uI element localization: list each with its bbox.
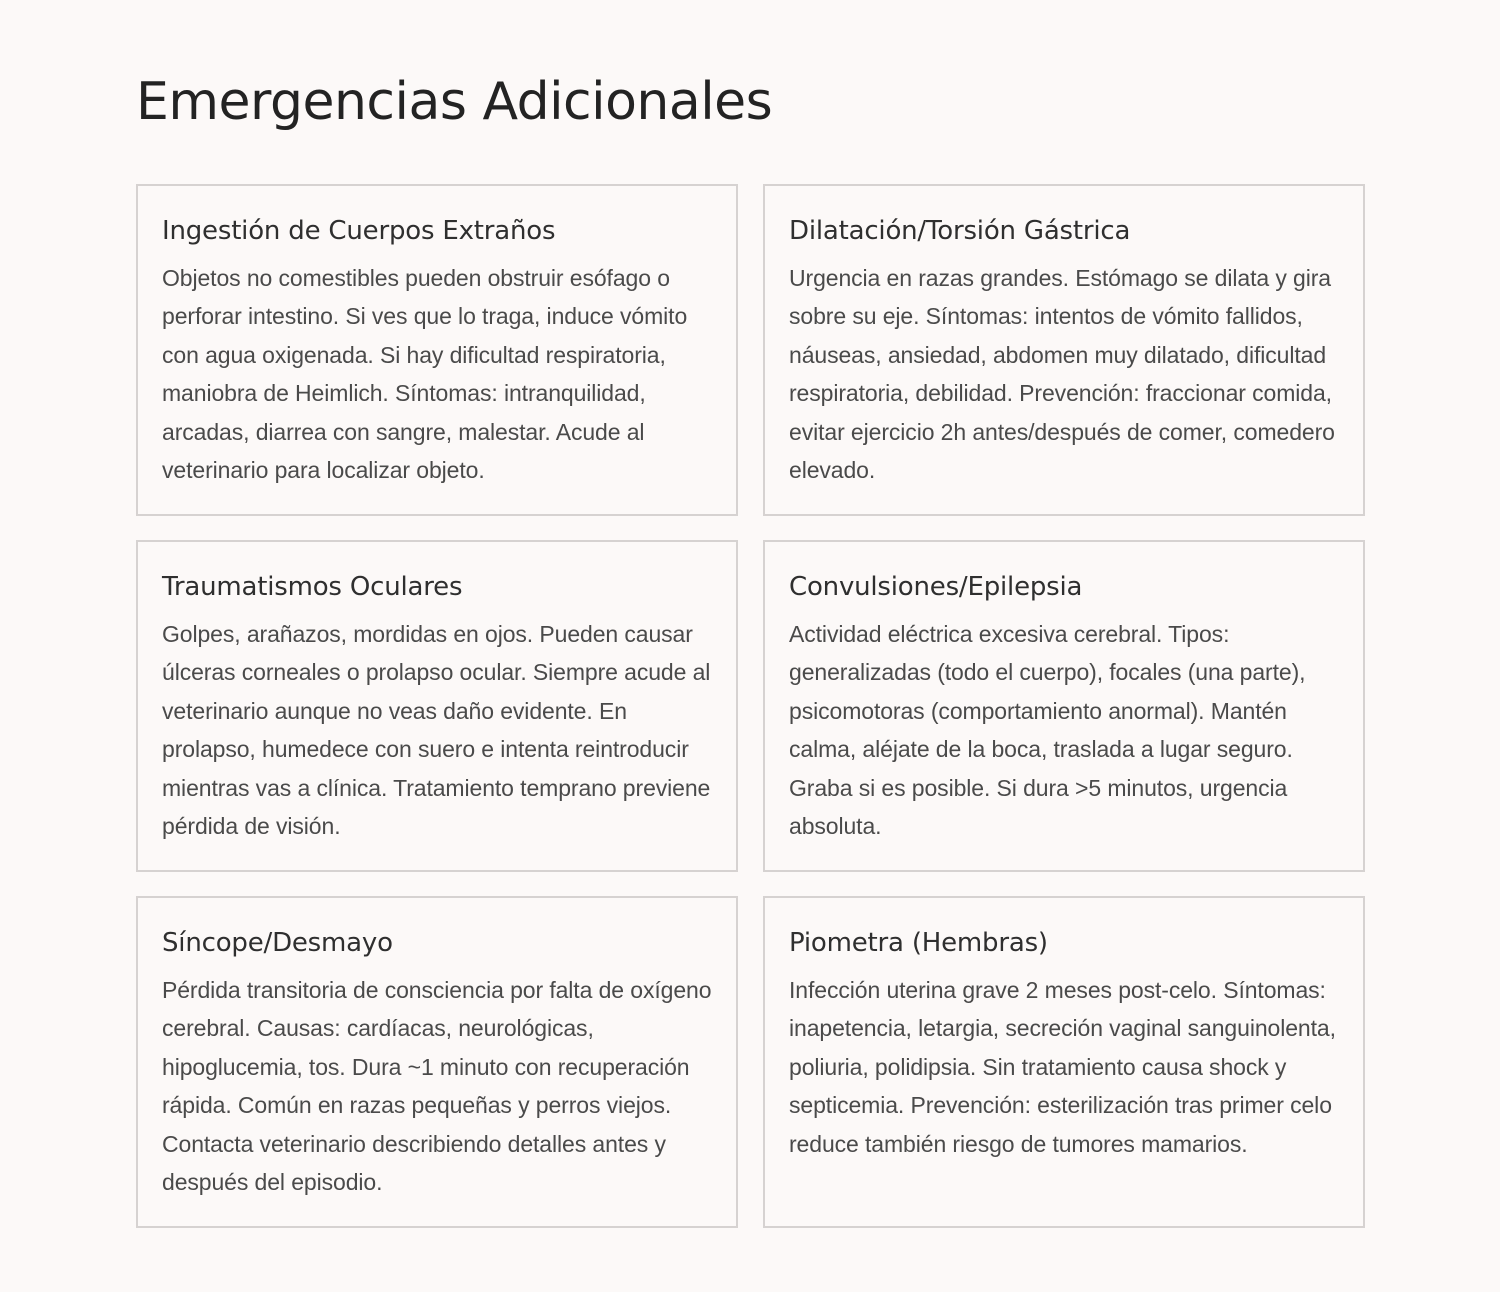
card-text: Objetos no comestibles pueden obstruir esófago o perforar intestino. Si ves que lo traga, induce vómito con agua oxigenada. Si hay dificultad respiratoria, maniobra de Heimlich. Síntomas: intranquilidad, arcadas, diarrea con sangre, malestar. Acude al veterinario para localizar objeto. — [162, 265, 688, 484]
card-title: Síncope/Desmayo — [162, 928, 393, 958]
card-title: Convulsiones/Epilepsia — [789, 572, 1083, 602]
emergency-card-syncope — [136, 896, 738, 1228]
card-text: Infección uterina grave 2 meses post-celo. Síntomas: inapetencia, letargia, secreción vaginal sanguinolenta, poliuria, polidipsia. Sin tratamiento causa shock y septicemia. Prevención: esterilización tras primer celo reduce también riesgo de tumores mamarios. — [789, 977, 1336, 1157]
emergency-card-pyometra — [763, 896, 1365, 1228]
emergency-card-foreign-body — [136, 184, 738, 516]
card-title: Piometra (Hembras) — [789, 928, 1048, 958]
emergency-cards-grid — [136, 184, 1365, 1228]
emergency-card-gastric-torsion — [763, 184, 1365, 516]
card-title: Dilatación/Torsión Gástrica — [789, 216, 1131, 246]
card-text: Actividad eléctrica excesiva cerebral. Tipos: generalizadas (todo el cuerpo), focales (una parte), psicomotoras (comportamiento anormal). Mantén calma, aléjate de la boca, traslada a lugar seguro. Graba si es posible. Si dura >5 minutos, urgencia absoluta. — [789, 621, 1306, 840]
page-title: Emergencias Adicionales — [136, 72, 773, 132]
card-text: Urgencia en razas grandes. Estómago se dilata y gira sobre su eje. Síntomas: intentos de vómito fallidos, náuseas, ansiedad, abdomen muy dilatado, dificultad respiratoria, debilidad. Prevención: fraccionar comida, evitar ejercicio 2h antes/después de comer, comedero elevado. — [789, 265, 1335, 484]
card-title: Traumatismos Oculares — [162, 572, 463, 602]
card-title: Ingestión de Cuerpos Extraños — [162, 216, 556, 246]
card-text: Pérdida transitoria de consciencia por falta de oxígeno cerebral. Causas: cardíacas, neurológicas, hipoglucemia, tos. Dura ~1 minuto con recuperación rápida. Común en razas pequeñas y perros viejos. Contacta veterinario describiendo detalles antes y después del episodio. — [162, 977, 712, 1196]
emergency-card-seizures — [763, 540, 1365, 872]
card-text: Golpes, arañazos, mordidas en ojos. Pueden causar úlceras corneales o prolapso ocular. Siempre acude al veterinario aunque no veas daño evidente. En prolapso, humedece con suero e intenta reintroducir mientras vas a clínica. Tratamiento temprano previene pérdida de visión. — [162, 621, 711, 840]
emergency-card-eye-trauma — [136, 540, 738, 872]
